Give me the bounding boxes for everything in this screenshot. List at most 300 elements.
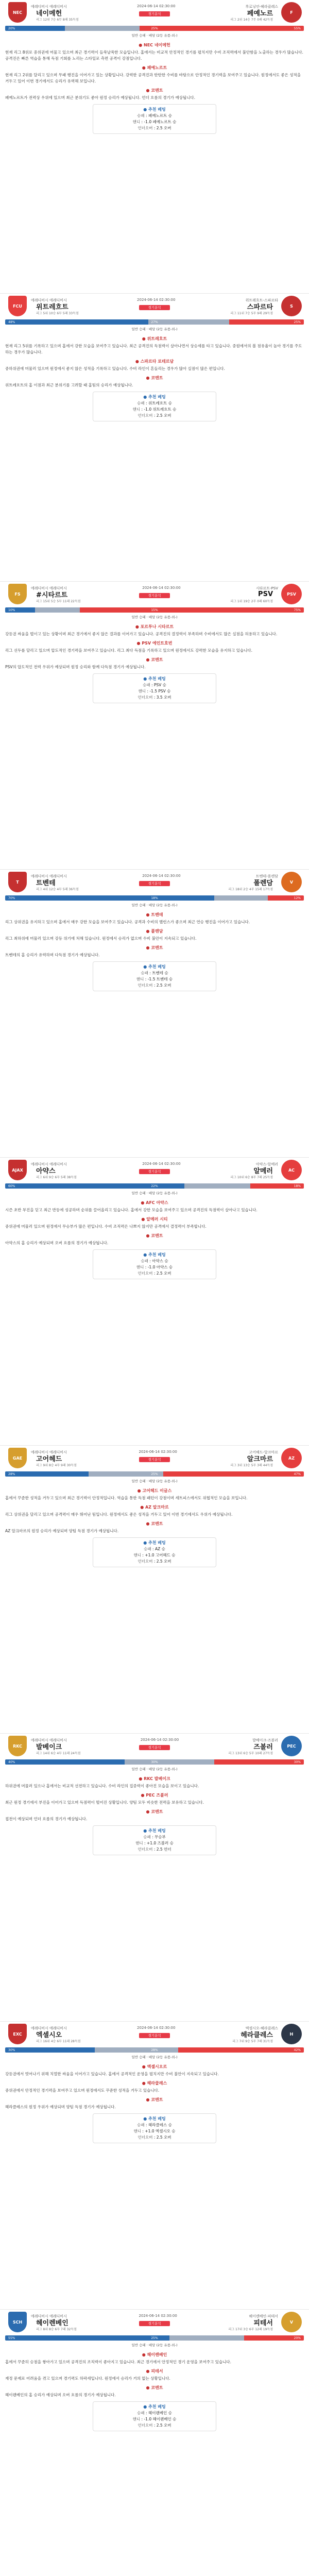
match-header xyxy=(0,870,309,894)
bet-pick: 언더오버 : 2.5 오버 xyxy=(138,2423,171,2428)
bet-type: 승패 xyxy=(137,113,145,118)
match-header xyxy=(0,294,309,318)
away-team-stats: 리그 2위 14승 7무 0패 42득점 xyxy=(230,18,273,22)
away-analysis-title: ● 폴렌담 xyxy=(146,929,163,934)
bet-value: +1.0 즈볼러 승 xyxy=(146,1841,174,1845)
away-team-name: 페예노르 xyxy=(247,9,273,18)
recommended-bets xyxy=(93,961,216,991)
match-header xyxy=(0,1446,309,1470)
home-team-name: 트벤테 xyxy=(36,879,56,887)
away-win-pct: 18% xyxy=(294,1184,301,1188)
bet-pick: 핸디 : +1.0 고어헤드 승 xyxy=(133,1553,176,1557)
bet-type: 핸디 xyxy=(133,2129,141,2133)
away-analysis-title: ● PEC 즈볼러 xyxy=(141,1793,168,1798)
away-analysis-text: 리그 상위권을 달리고 있으며 공격력이 매우 뛰어난 팀입니다. 원정에서도 좋은 성적을 거두고 있어 이번 경기에서도 우위가 예상됩니다. xyxy=(5,1512,233,1517)
fixture-name: 고어헤드-알크마르 xyxy=(249,1450,278,1454)
bet-value: -1.0 헤이렌베인 승 xyxy=(144,2417,177,2421)
away-crest-icon: PSV xyxy=(281,584,302,604)
bet-pick: 승패 : 위트레흐트 승 xyxy=(137,401,172,405)
bet-pick: 언더오버 : 2.5 언더 xyxy=(138,1847,171,1852)
away-analysis-title: ● 피테서 xyxy=(146,2369,163,2374)
home-team-name: #시타르트 xyxy=(36,591,68,599)
away-crest-icon: S xyxy=(281,296,302,316)
kickoff-time: 2024-06-14 02:30:00 xyxy=(137,298,176,302)
home-team-name: 엑셀시오 xyxy=(36,2031,62,2039)
match-card xyxy=(0,2310,309,2576)
away-win-pct: 47% xyxy=(294,1472,301,1476)
home-team-name: 아약스 xyxy=(36,1167,56,1175)
away-team-name: 알크마르 xyxy=(247,1455,273,1463)
home-team-logo xyxy=(7,1447,28,1469)
away-team-logo xyxy=(281,583,302,605)
team-stats xyxy=(36,2327,273,2332)
kickoff-time: 2024-06-14 02:30:00 xyxy=(139,2314,177,2318)
bet-value: 페예노르트 승 xyxy=(148,113,172,118)
team-stats xyxy=(36,1463,273,1468)
fixture-name: 엑셀시오-헤라클레스 xyxy=(245,2026,278,2030)
recommended-bets-title: ● 추천 베팅 xyxy=(143,107,166,112)
home-analysis-title: ● 위트레흐트 xyxy=(142,336,167,341)
analysis-badge[interactable]: 경기분석 xyxy=(139,2321,170,2326)
draw-pct: 22% xyxy=(151,1184,158,1188)
bet-value: 위트레흐트 승 xyxy=(148,401,172,405)
recommended-bets-title: ● 추천 베팅 xyxy=(143,676,166,681)
away-win-pct: 30% xyxy=(294,1760,301,1764)
bet-type: 언더오버 xyxy=(138,126,153,130)
home-analysis-title: ● 엑셀시오르 xyxy=(142,2064,167,2069)
away-analysis-text: 재정 문제로 어려움을 겪고 있으며 경기력도 하락세입니다. 원정에서 승리가 거의 없는 상황입니다. xyxy=(5,2376,170,2381)
away-analysis-text: 중위권에 머물러 있으며 원정에서 무승부가 많은 편입니다. 수비 조직력은 나쁘지 않지만 공격에서 결정력이 부족합니다. xyxy=(5,1224,207,1229)
match-card xyxy=(0,582,309,870)
probability-labels xyxy=(5,606,304,614)
bet-value: -1.5 트벤테 승 xyxy=(147,977,173,981)
kickoff-time: 2024-06-14 02:30:00 xyxy=(137,2026,176,2030)
bet-pick: 승패 : 트벤테 승 xyxy=(141,971,168,975)
analysis-badge[interactable]: 경기분석 xyxy=(139,593,170,598)
away-win-pct: 12% xyxy=(294,896,301,900)
match-header xyxy=(0,0,309,25)
home-analysis-title: ● 포르투나 시타르트 xyxy=(135,624,174,629)
league-name: 에레디비시 에레디비시 xyxy=(31,2314,67,2318)
match-header xyxy=(0,582,309,606)
bet-type: 핸디 xyxy=(133,1553,141,1557)
bet-value: AZ 승 xyxy=(154,1547,165,1551)
analysis-badge[interactable]: 경기분석 xyxy=(139,1745,170,1750)
match-header xyxy=(0,1734,309,1758)
team-stats xyxy=(36,599,273,604)
odds-caption: 일반 승패 · 배당 (2등 유품-외-) xyxy=(131,33,178,38)
kickoff-time: 2024-06-14 02:30:00 xyxy=(139,1450,177,1454)
comment-text: AZ 알크마르의 원정 승리가 예상되며 양팀 득점 경기가 예상됩니다. xyxy=(5,1529,119,1533)
away-analysis-text: 현재 리그 2위를 달리고 있으며 무패 행진을 이어가고 있는 상황입니다. 강력한 공격진과 탄탄한 수비를 바탕으로 안정적인 경기력을 보여주고 있습니다. 원정에서도 좋은 성적을 거두고 있어 이번 경기에서도 승리가 유력해 보입니다. xyxy=(5,73,301,83)
recommended-bets xyxy=(93,1537,216,1567)
bet-pick: 승패 : AZ 승 xyxy=(144,1547,165,1551)
recommended-bets-title: ● 추천 베팅 xyxy=(143,2116,166,2121)
home-analysis-text: 하위권에 머물러 있으나 홈에서는 비교적 선전하고 있습니다. 수비 라인의 집중력이 좋아진 모습을 보이고 있습니다. xyxy=(5,1784,199,1788)
bet-type: 승패 xyxy=(137,2411,145,2415)
away-team-name: 스파르타 xyxy=(247,303,273,311)
bet-type: 승패 xyxy=(137,2123,145,2127)
home-win-pct: 48% xyxy=(8,320,15,324)
probability-labels xyxy=(5,318,304,326)
bet-value: 2.5 오버 xyxy=(156,2135,171,2140)
bet-type: 핸디 xyxy=(132,120,141,124)
bet-type: 승패 xyxy=(141,1259,148,1263)
analysis-badge[interactable]: 경기분석 xyxy=(139,2033,170,2038)
home-analysis-title: ● 헤이렌베인 xyxy=(142,2352,167,2357)
home-analysis-title: ● 고어헤드 이글스 xyxy=(137,1488,172,1493)
league-name: 에레디비시 에레디비시 xyxy=(31,1450,67,1454)
match-card xyxy=(0,1734,309,2022)
bet-type: 핸디 xyxy=(136,977,144,981)
comment-title: ● 코멘트 xyxy=(146,1809,163,1814)
team-stats xyxy=(36,2039,273,2044)
away-team-stats: 리그 10위 6승 8무 7패 25득점 xyxy=(230,1176,273,1179)
home-team-logo xyxy=(7,2,28,23)
away-team-logo xyxy=(281,2311,302,2333)
comment-title: ● 코멘트 xyxy=(146,1233,163,1238)
recommended-bets xyxy=(93,673,216,703)
bet-type: 승패 xyxy=(141,971,148,975)
match-card xyxy=(0,1158,309,1446)
away-crest-icon: AZ xyxy=(281,1448,302,1468)
home-team-logo xyxy=(7,2023,28,2045)
recommended-bets xyxy=(93,2401,216,2431)
draw-pct: 30% xyxy=(151,1760,158,1764)
draw-pct: 25% xyxy=(151,2336,158,2340)
win-probability-bar xyxy=(5,1758,304,1766)
away-analysis-title: ● 페예노르트 xyxy=(142,65,167,70)
home-analysis-text: 홈에서 꾸준한 성적을 거두고 있으며 최근 경기력이 안정적입니다. 역습을 통한 득점 패턴이 강점이며 세트피스에서도 위협적인 모습을 보입니다. xyxy=(5,1496,248,1500)
fixture-name: 후로닝언-헤라클레스 xyxy=(245,5,278,9)
bet-pick: 언더오버 : 2.5 오버 xyxy=(138,983,171,988)
comment-title: ● 코멘트 xyxy=(146,2097,163,2102)
match-card xyxy=(0,870,309,1158)
comment-text: 아약스의 홈 승리가 예상되며 오버 흐름의 경기가 예상됩니다. xyxy=(5,1241,109,1245)
bet-type: 언더오버 xyxy=(138,695,153,700)
recommended-bets-title: ● 추천 베팅 xyxy=(143,964,166,969)
away-analysis-text: 리그 선두를 달리고 있으며 압도적인 경기력을 보여주고 있습니다. 리그 최다 득점을 기록하고 있으며 원정에서도 강력한 모습을 유지하고 있습니다. xyxy=(5,648,252,653)
bet-pick: 핸디 : -1.0 아약스 승 xyxy=(136,1265,173,1269)
away-analysis-text: 리그 최하위에 머물러 있으며 강등 위기에 처해 있습니다. 원정에서 승리가 없으며 수비 불안이 지속되고 있습니다. xyxy=(5,936,197,941)
home-crest-icon: RKC xyxy=(8,1736,27,1756)
home-analysis-text: 강등권 싸움을 벌이고 있는 상황이며 최근 경기에서 좋지 않은 결과를 이어가고 있습니다. 공격진의 결정력이 부족하며 수비에서도 많은 실점을 허용하고 있습니다. xyxy=(5,632,278,636)
home-team-logo xyxy=(7,583,28,605)
home-analysis-title: ● AFC 아약스 xyxy=(141,1200,168,1205)
kickoff-time: 2024-06-14 02:30:00 xyxy=(137,4,176,8)
home-team-logo xyxy=(7,295,28,317)
away-team-name: 폴렌담 xyxy=(253,879,273,887)
home-team-stats: 리그 8위 8승 6무 7패 32득점 xyxy=(36,2328,77,2331)
probability-labels xyxy=(5,2334,304,2342)
fixture-name: 아약스-알메러 xyxy=(255,1162,278,1166)
bet-value: 2.5 오버 xyxy=(156,983,171,988)
bet-type: 핸디 xyxy=(136,1265,144,1269)
win-probability-bar xyxy=(5,1182,304,1190)
away-team-stats: 리그 11위 7승 5무 9패 29득점 xyxy=(230,312,273,315)
bet-pick: 핸디 : -1.5 트벤테 승 xyxy=(136,977,173,981)
away-team-stats: 리그 1위 19승 2무 0패 60득점 xyxy=(230,600,273,603)
away-analysis-text: 최근 원정 경기에서 부진을 이어가고 있으며 득점력이 떨어진 상황입니다. 양팀 모두 비슷한 전력을 보유하고 있습니다. xyxy=(5,1800,204,1805)
home-team-stats: 리그 15위 5승 5무 11패 22득점 xyxy=(36,600,81,603)
bet-value: 트벤테 승 xyxy=(152,971,168,975)
team-stats xyxy=(36,887,273,892)
home-crest-icon: EXC xyxy=(8,2024,27,2044)
comment-title: ● 코멘트 xyxy=(146,2385,163,2390)
comment-text: 위트레흐트의 홈 이점과 최근 분위기를 고려할 때 홈팀의 승리가 예상됩니다. xyxy=(5,383,133,387)
home-win-pct: 20% xyxy=(8,26,15,30)
recommended-bets-title: ● 추천 베팅 xyxy=(143,2404,166,2409)
away-win-pct: 55% xyxy=(294,26,301,30)
bet-type: 언더오버 xyxy=(138,983,153,988)
bet-value: -1.5 PSV 승 xyxy=(149,689,171,693)
team-stats xyxy=(36,17,273,22)
bet-type: 언더오버 xyxy=(138,1271,153,1276)
league-name: 에레디비시 에레디비시 xyxy=(31,5,67,9)
home-analysis-text: 강등권에서 벗어나기 위해 치열한 싸움을 이어가고 있습니다. 홈에서 공격적인 운영을 펼치지만 수비 불안이 지속되고 있습니다. xyxy=(5,2072,219,2076)
recommended-bets xyxy=(93,2113,216,2143)
team-stats xyxy=(36,311,273,316)
away-team-stats: 리그 17위 3승 6무 12패 19득점 xyxy=(228,2328,273,2331)
bet-value: 2.5 언더 xyxy=(156,1847,171,1852)
probability-labels xyxy=(5,1182,304,1190)
team-stats xyxy=(36,1175,273,1180)
comment-title: ● 코멘트 xyxy=(146,945,163,950)
bet-pick: 언더오버 : 2.5 오버 xyxy=(138,1559,171,1564)
away-analysis-title: ● 스파르타 로테르담 xyxy=(135,359,174,364)
home-win-pct: 70% xyxy=(8,896,15,900)
bet-value: 헤라클레스 승 xyxy=(148,2123,172,2127)
win-probability-bar xyxy=(5,318,304,326)
win-probability-bar xyxy=(5,2046,304,2054)
win-probability-bar xyxy=(5,1470,304,1478)
comment-text: 헤이렌베인의 홈 승리가 예상되며 오버 흐름의 경기가 예상됩니다. xyxy=(5,2393,116,2397)
away-analysis-title: ● AZ 알크마르 xyxy=(140,1505,169,1510)
home-analysis-text: 현재 리그 5위를 기록하고 있으며 홈에서 강한 모습을 보여주고 있습니다. 최근 공격진의 득점력이 살아나면서 상승세를 타고 있습니다. 중원에서의 볼 점유율이 높아 경기를 주도하는 경우가 많습니다. xyxy=(5,344,302,354)
away-analysis-title: ● 헤라클레스 xyxy=(142,2081,167,2086)
win-probability-bar xyxy=(5,2334,304,2342)
bet-value: +1.0 고어헤드 승 xyxy=(145,1553,176,1557)
away-analysis-text: 중하위권에 머물러 있으며 원정에서 좋지 않은 성적을 기록하고 있습니다. 수비 라인이 흔들리는 경우가 많아 실점이 많은 편입니다. xyxy=(5,366,225,371)
home-team-name: 헤이렌베인 xyxy=(36,2319,68,2327)
bet-pick: 승패 : 헤이렌베인 승 xyxy=(137,2411,172,2415)
bet-value: -1.0 아약스 승 xyxy=(147,1265,173,1269)
bet-pick: 핸디 : -1.0 페예노르트 승 xyxy=(132,120,177,124)
away-team-name: PSV xyxy=(258,590,273,598)
analysis-badge[interactable]: 경기분석 xyxy=(139,1457,170,1462)
home-analysis-text: 시즌 초반 부진을 딛고 최근 반등에 성공하며 순위를 끌어올리고 있습니다. 홈에서 강한 모습을 보여주고 있으며 공격진의 득점력이 살아나고 있습니다. xyxy=(5,1208,258,1212)
bet-value: +1.0 엑셀시오 승 xyxy=(145,2129,176,2133)
fixture-name: 위트레흐트-스파르타 xyxy=(245,298,278,302)
away-team-stats: 리그 3위 13승 5무 3패 44득점 xyxy=(230,1464,273,1467)
away-crest-icon: V xyxy=(281,872,302,892)
home-team-stats: 리그 12위 7승 6무 8패 35득점 xyxy=(36,18,79,22)
bet-value: PSV 승 xyxy=(153,683,166,687)
home-crest-icon: NEC xyxy=(8,2,27,23)
home-team-logo xyxy=(7,1735,28,1757)
home-team-stats: 리그 14위 6승 4무 11패 24득점 xyxy=(36,1752,81,1755)
kickoff-time: 2024-06-14 02:30:00 xyxy=(140,1738,179,1742)
bet-value: 무승부 xyxy=(154,1835,166,1839)
home-team-stats: 리그 6위 9승 6무 5패 38득점 xyxy=(36,1176,77,1179)
kickoff-time: 2024-06-14 02:30:00 xyxy=(142,586,181,590)
away-team-logo xyxy=(281,2023,302,2045)
home-team-stats: 리그 16위 4승 6무 11패 28득점 xyxy=(36,2040,81,2043)
bet-value: -1.0 위트레흐트 승 xyxy=(144,407,177,412)
away-win-pct: 20% xyxy=(294,2336,301,2340)
away-analysis-title: ● 알메러 시티 xyxy=(141,1217,168,1222)
draw-pct: 25% xyxy=(151,1472,158,1476)
home-crest-icon: FS xyxy=(8,584,27,604)
bet-type: 언더오버 xyxy=(138,1559,153,1564)
probability-labels xyxy=(5,894,304,902)
bet-pick: 승패 : 페예노르트 승 xyxy=(137,113,172,118)
analysis-badge[interactable]: 경기분석 xyxy=(139,881,170,886)
comment-title: ● 코멘트 xyxy=(146,376,163,380)
league-name: 에레디비시 에레디비시 xyxy=(31,2026,67,2030)
home-analysis-title: ● 트벤테 xyxy=(146,912,163,917)
league-name: 에레디비시 에레디비시 xyxy=(31,298,67,302)
home-win-pct: 10% xyxy=(8,608,15,612)
probability-labels xyxy=(5,1470,304,1478)
comment-text: 헤라클레스의 원정 우위가 예상되며 양팀 득점 경기가 예상됩니다. xyxy=(5,2105,116,2109)
comment-text: 트벤테의 홈 승리가 유력하며 다득점 경기가 예상됩니다. xyxy=(5,953,100,957)
bet-pick: 승패 : 무승부 xyxy=(143,1835,166,1839)
away-team-stats: 리그 18위 2승 4무 15패 17득점 xyxy=(228,888,273,891)
bet-value: 2.5 오버 xyxy=(156,2423,171,2428)
away-analysis-title: ● PSV 에인트호번 xyxy=(136,641,173,646)
recommended-bets-title: ● 추천 베팅 xyxy=(143,395,166,399)
bet-pick: 승패 : 헤라클레스 승 xyxy=(137,2123,172,2127)
home-crest-icon: T xyxy=(8,872,27,892)
match-card xyxy=(0,0,309,294)
bet-value: 2.5 오버 xyxy=(156,126,171,130)
kickoff-time: 2024-06-14 02:30:00 xyxy=(142,1162,181,1166)
bet-pick: 핸디 : +1.0 즈볼러 승 xyxy=(135,1841,174,1845)
match-card xyxy=(0,294,309,582)
match-card xyxy=(0,2022,309,2310)
home-win-pct: 40% xyxy=(8,1760,15,1764)
home-team-logo xyxy=(7,1159,28,1181)
probability-labels xyxy=(5,1758,304,1766)
home-team-logo xyxy=(7,871,28,893)
bet-type: 승패 xyxy=(143,1835,151,1839)
bet-type: 핸디 xyxy=(135,1841,143,1845)
home-analysis-title: ● NEC 네이메헌 xyxy=(139,43,170,47)
away-team-name: 헤라클레스 xyxy=(241,2031,273,2039)
bet-type: 핸디 xyxy=(138,689,146,693)
away-crest-icon: AC xyxy=(281,1160,302,1180)
away-win-pct: 25% xyxy=(294,320,301,324)
fixture-name: 발베이크-즈볼러 xyxy=(252,1738,278,1742)
home-team-stats: 리그 9위 8승 4무 9패 30득점 xyxy=(36,1464,77,1467)
bet-pick: 언더오버 : 3.5 오버 xyxy=(138,695,171,700)
analysis-badge[interactable]: 경기분석 xyxy=(139,305,170,310)
away-crest-icon: F xyxy=(281,2,302,23)
away-team-logo xyxy=(281,1447,302,1469)
home-analysis-text: 현재 리그 8위로 중위권에 머물고 있으며 최근 경기력이 들쑥날쑥한 모습입니다. 홈에서는 비교적 안정적인 경기를 펼치지만 수비 조직력에서 불안함을 노출하는 경우가 많습니다. 공격진은 빠른 역습을 통해 득점 기회를 노리는 스타일로 측면 공격이 강점입니다. xyxy=(5,50,303,61)
match-card xyxy=(0,1446,309,1734)
bet-value: 아약스 승 xyxy=(152,1259,168,1263)
bet-pick: 언더오버 : 2.5 오버 xyxy=(138,2135,171,2140)
fixture-name: 시타르트-PSV xyxy=(255,586,278,590)
bet-value: 3.5 오버 xyxy=(156,695,171,700)
home-team-name: 네이메헌 xyxy=(36,9,62,18)
away-crest-icon: H xyxy=(281,2024,302,2044)
team-stats xyxy=(36,1751,273,1756)
bet-pick: 핸디 : +1.0 엑셀시오 승 xyxy=(133,2129,176,2133)
bet-pick: 언더오버 : 2.5 오버 xyxy=(138,126,171,130)
match-header xyxy=(0,2022,309,2046)
away-crest-icon: V xyxy=(281,2312,302,2332)
away-team-name: 알메러 xyxy=(253,1167,273,1175)
bet-type: 승패 xyxy=(144,1547,151,1551)
bet-pick: 핸디 : -1.5 PSV 승 xyxy=(138,689,171,693)
bet-pick: 승패 : PSV 승 xyxy=(143,683,166,687)
away-team-stats: 리그 7위 9승 5무 7패 31득점 xyxy=(232,2040,273,2043)
odds-caption: 일반 승패 · 배당 (2등 유품-외-) xyxy=(131,1479,178,1483)
away-team-logo xyxy=(281,1735,302,1757)
league-name: 에레디비시 에레디비시 xyxy=(31,586,67,590)
bet-value: 2.5 오버 xyxy=(156,1559,171,1564)
odds-caption: 일반 승패 · 배당 (2등 유품-외-) xyxy=(131,1767,178,1771)
home-team-name: 고어헤드 xyxy=(36,1455,62,1463)
comment-title: ● 코멘트 xyxy=(146,88,163,93)
analysis-badge[interactable]: 경기분석 xyxy=(139,11,170,16)
probability-labels xyxy=(5,25,304,32)
home-win-pct: 28% xyxy=(8,1472,15,1476)
bet-value: -1.0 페예노르트 승 xyxy=(144,120,177,124)
home-team-name: 위트레흐트 xyxy=(36,303,68,311)
league-name: 에레디비시 에레디비시 xyxy=(31,874,67,878)
comment-text: 페예노르트가 전력상 우위에 있으며 최근 분위기도 좋아 원정 승리가 예상됩니다. 언더 흐름의 경기가 예상됩니다. xyxy=(5,95,196,100)
draw-pct: 18% xyxy=(151,896,158,900)
away-team-logo xyxy=(281,2,302,23)
bet-type: 언더오버 xyxy=(138,2423,153,2428)
home-win-pct: 60% xyxy=(8,1184,15,1188)
recommended-bets xyxy=(93,392,216,421)
draw-pct: 27% xyxy=(151,320,158,324)
analysis-badge[interactable]: 경기분석 xyxy=(139,1169,170,1174)
home-win-pct: 55% xyxy=(8,2336,15,2340)
away-win-pct: 75% xyxy=(294,608,301,612)
away-team-stats: 리그 13위 6승 5무 10패 27득점 xyxy=(228,1752,273,1755)
away-team-logo xyxy=(281,295,302,317)
comment-text: 접전이 예상되며 언더 흐름의 경기가 예상됩니다. xyxy=(5,1817,88,1821)
away-crest-icon: PEC xyxy=(281,1736,302,1756)
away-team-name: 즈볼러 xyxy=(253,1743,273,1751)
bet-pick: 언더오버 : 2.5 오버 xyxy=(138,413,171,418)
odds-caption: 일반 승패 · 배당 (2등 유품-외-) xyxy=(131,327,178,331)
odds-caption: 일반 승패 · 배당 (2등 유품-외-) xyxy=(131,2055,178,2059)
away-analysis-text: 중위권에서 안정적인 경기력을 보여주고 있으며 원정에서도 꾸준한 성적을 거두고 있습니다. xyxy=(5,2088,160,2093)
recommended-bets xyxy=(93,1249,216,1279)
home-team-logo xyxy=(7,2311,28,2333)
bet-pick: 핸디 : -1.0 위트레흐트 승 xyxy=(132,407,177,412)
fixture-name: 트벤테-폴렌담 xyxy=(255,874,278,878)
recommended-bets xyxy=(93,1825,216,1855)
away-team-logo xyxy=(281,1159,302,1181)
bet-type: 핸디 xyxy=(132,407,141,412)
bet-pick: 승패 : 아약스 승 xyxy=(141,1259,168,1263)
bet-type: 언더오버 xyxy=(138,413,153,418)
bet-type: 승패 xyxy=(143,683,150,687)
win-probability-bar xyxy=(5,894,304,902)
draw-pct: 28% xyxy=(151,2048,158,2052)
kickoff-time: 2024-06-14 02:30:00 xyxy=(142,874,181,878)
comment-title: ● 코멘트 xyxy=(146,1521,163,1526)
home-crest-icon: GAE xyxy=(8,1448,27,1468)
